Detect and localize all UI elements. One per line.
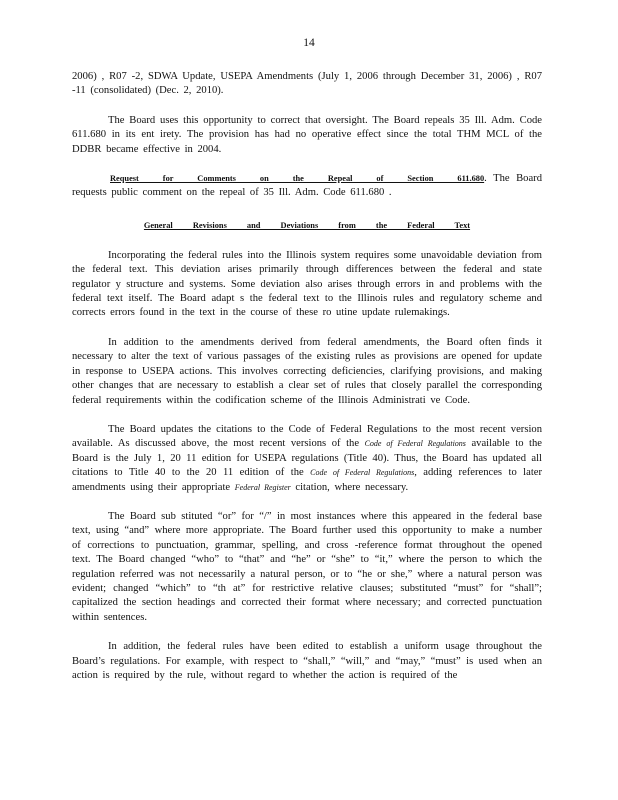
p6-italic-cfr-2: Code of Federal Regulations [310, 468, 415, 478]
p6-italic-cfr-1: Code of Federal Regulations [364, 439, 466, 449]
paragraph-2: The Board uses this opportunity to correct that oversight. The Board repeals 35 Ill. Adm. Code 611.680 in its ent irety. The provision has had no operative effect since the total THM MCL of the DDBR became effective in 2004. [72, 114, 542, 155]
paragraph-8: In addition, the federal rules have been edited to establish a uniform usage throughout the Board’s regulations. For example, with respect to “shall,” “will,” and “may,” “must” is used when an action is required by the rule, without regard to whether the action is required of the [72, 641, 542, 681]
request-comments-text: . The Board requests public comment on the repeal of 35 Ill. Adm. Code 611.680 . [72, 173, 542, 199]
body-text [72, 70, 542, 698]
paragraph-5: In addition to the amendments derived from federal amendments, the Board often finds it necessary to alter the text of various passages of the existing rules as provisions are opened for update in response to USEPA actions. This involves correcting deficiencies, clarifying provisions, and making other changes that are necessary to establish a clear set of rules that closely parallel the corresponding federal requirements within the codification scheme of the Illinois Administrati ve Code. [72, 336, 542, 406]
p6-text-b: available to the Board is the July 1, 20 11 edition for USEPA regulations (Title 40). Thus, the Board has updated all citations to Title 40 to the 20 11 edition of the [72, 438, 542, 479]
request-comments-heading: Request for Comments on the Repeal of Section 611.680 [110, 174, 485, 184]
p6-text-a: The Board updates the citations to the Code of Federal Regulations to the most recent version available. As discussed above, the most recent versions of the [72, 423, 542, 450]
section-heading-text: General Revisions and Deviations from the Federal Text [143, 220, 471, 230]
paragraph-6 [72, 423, 542, 495]
paragraph-request-comments [72, 172, 542, 201]
p6-text-d: citation, where necessary. [295, 481, 409, 493]
paragraph-4: Incorporating the federal rules into the Illinois system requires some unavoidable deviation from the federal text. This deviation arises primarily through differences between the federal and state regulator y structure and systems. Some deviation also arises through errors in and problems with the federal text itself. The Board adapt s the federal text to the Illinois rules and regulatory scheme and corrects errors found in the text in the course of these ro utine update rulemakings. [72, 249, 542, 319]
paragraph-1: 2006) , R07 -2, SDWA Update, USEPA Amendments (July 1, 2006 through December 31, 2006) , R07 -11 (consolidated) (Dec. 2, 2010). [72, 71, 542, 97]
page-number: 14 [303, 37, 315, 49]
section-heading [72, 219, 542, 233]
paragraph-7: The Board sub stituted “or” for “/” in most instances where this appeared in the federal base text, using “and” where more appropriate. The Board further used this opportunity to make a number of corrections to punctuation, grammar, spelling, and cross -reference format throughout the opened text. The Board changed “who” to “that” and “he” or “she” to “it,” where the person to which the regulation referred was not necessarily a natural person, or to “he or she,” where a natural person was evident; changed “which” to “th at” for restrictive relative clauses; substituted “must” for “shall”; capitalized the section headings and corrected their format where necessary; and corrected punctuation within sentences. [72, 510, 542, 623]
p6-text-c: , adding references to later amendments using their appropriate [72, 467, 542, 493]
p6-italic-fr: Federal Register [234, 482, 291, 492]
